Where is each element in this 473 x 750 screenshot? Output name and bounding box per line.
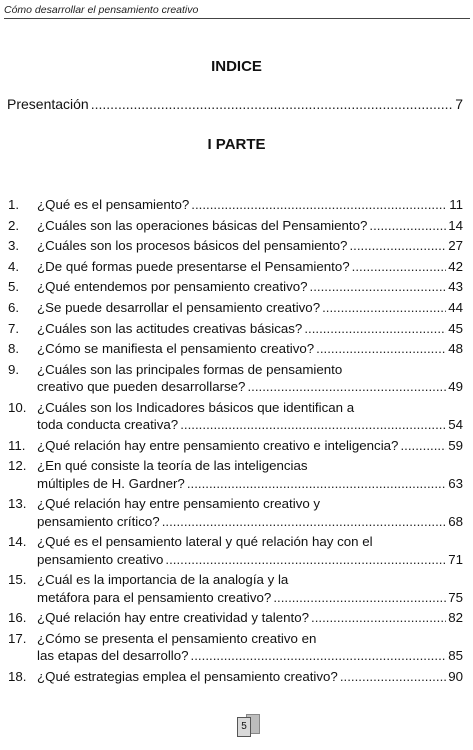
toc-entry[interactable] — [8, 630, 463, 665]
toc-entry[interactable] — [8, 668, 463, 685]
toc-entry-number: 14. — [8, 534, 27, 550]
toc-page-number: 14 — [448, 217, 463, 233]
toc-page-number: 75 — [448, 589, 463, 605]
index-title: INDICE — [211, 58, 262, 75]
toc-leader-dots — [91, 96, 453, 112]
toc-leader-dots — [191, 196, 447, 213]
toc-entry-title-line: ¿Qué estrategias emplea el pensamiento creativo? — [37, 668, 338, 684]
toc-leader-dots — [310, 278, 447, 295]
toc-entry[interactable] — [8, 196, 463, 213]
toc-entry-title-line: ¿Cuáles son las operaciones básicas del Pensamiento? — [37, 217, 368, 233]
toc-page-number: 71 — [448, 551, 463, 567]
toc-entry-title-line: ¿Qué relación hay entre pensamiento creativo y — [37, 496, 321, 512]
toc-entry-number: 15. — [8, 572, 27, 588]
toc-entry-title-line: ¿Cuáles son los Indicadores básicos que identifican a — [37, 399, 355, 415]
toc-entry-number: 3. — [8, 238, 20, 254]
part-title: I PARTE — [207, 136, 266, 153]
toc-page-number: 49 — [448, 379, 463, 395]
toc-entry-title-line: toda conducta creativa? — [37, 417, 179, 433]
toc-entry[interactable] — [8, 340, 463, 357]
toc-entry-number: 16. — [8, 610, 27, 626]
toc-entry-number: 10. — [8, 399, 27, 415]
toc-entry-number: 12. — [8, 458, 27, 474]
toc-entry-title-line: ¿Cuáles son las actitudes creativas básicas? — [37, 320, 303, 336]
toc-leader-dots — [311, 609, 446, 626]
toc-entry-title-line: ¿Cuáles son los procesos básicos del pensamiento? — [37, 238, 348, 254]
toc-entry-title-line: ¿Cómo se manifiesta el pensamiento creativo? — [37, 341, 315, 357]
toc-page-number: 42 — [448, 258, 463, 274]
toc-leader-dots — [165, 551, 446, 568]
toc-entry-title-line: ¿En qué consiste la teoría de las inteligencias — [37, 458, 308, 474]
toc-entry-number: 13. — [8, 496, 27, 512]
toc-entry-title-line: creativo que pueden desarrollarse? — [37, 379, 246, 395]
toc-entry-title-line: ¿De qué formas puede presentarse el Pensamiento? — [37, 258, 350, 274]
toc-entry-label: Presentación — [7, 96, 89, 112]
toc-page-number: 44 — [448, 299, 463, 315]
toc-entry-number: 6. — [8, 299, 20, 315]
toc-entry[interactable] — [8, 495, 463, 530]
toc-entry[interactable] — [8, 237, 463, 254]
toc-entry[interactable] — [8, 399, 463, 434]
toc-entry-title-line: ¿Qué es el pensamiento lateral y qué relación hay con el — [37, 534, 373, 550]
toc-entry-number: 11. — [8, 437, 26, 453]
page-number: 5 — [237, 717, 251, 737]
toc-entry-number: 5. — [8, 279, 20, 295]
toc-entry-number: 1. — [8, 197, 20, 212]
toc-entry-number: 8. — [8, 341, 20, 357]
toc-leader-dots — [180, 416, 446, 433]
toc-entry[interactable] — [8, 258, 463, 275]
toc-entry-number: 7. — [8, 320, 20, 336]
toc-page-number: 59 — [448, 437, 463, 453]
toc-entry[interactable] — [8, 609, 463, 626]
toc-page-number: 54 — [448, 417, 463, 433]
toc-entry-title-line: ¿Se puede desarrollar el pensamiento creativo? — [37, 299, 321, 315]
toc-entry-title-line: ¿Qué entendemos por pensamiento creativo? — [37, 279, 308, 295]
toc-page-number: 48 — [448, 341, 463, 357]
toc-leader-dots — [316, 340, 446, 357]
toc-leader-dots — [340, 668, 446, 685]
toc-entry[interactable] — [8, 533, 463, 568]
toc-leader-dots — [191, 647, 447, 664]
toc-leader-dots — [247, 378, 446, 395]
toc-list — [8, 196, 463, 689]
toc-page-number: 63 — [448, 475, 463, 491]
toc-entry[interactable] — [8, 278, 463, 295]
toc-leader-dots — [352, 258, 447, 275]
toc-leader-dots — [304, 320, 446, 337]
toc-entry-title-line: múltiples de H. Gardner? — [37, 475, 185, 491]
toc-page-number: 27 — [448, 238, 463, 254]
toc-leader-dots — [273, 589, 446, 606]
toc-entry-number: 4. — [8, 258, 20, 274]
toc-entry-title-line: metáfora para el pensamiento creativo? — [37, 589, 272, 605]
toc-entry[interactable] — [8, 437, 463, 454]
toc-leader-dots — [187, 475, 446, 492]
toc-entry[interactable] — [8, 217, 463, 234]
toc-entry[interactable] — [8, 457, 463, 492]
toc-entry-number: 18. — [8, 668, 27, 684]
toc-page-number: 45 — [448, 320, 463, 336]
toc-entry-number: 9. — [8, 361, 20, 377]
toc-leader-dots — [400, 437, 446, 454]
toc-entry-title-line: las etapas del desarrollo? — [37, 648, 189, 664]
toc-entry-title-line: ¿Cuál es la importancia de la analogía y la — [37, 572, 289, 588]
toc-page-number: 68 — [448, 513, 463, 529]
toc-page-number: 85 — [448, 648, 463, 664]
toc-leader-dots — [349, 237, 446, 254]
toc-entry-title-line: pensamiento creativo — [37, 551, 164, 567]
toc-entry-presentacion[interactable] — [7, 96, 463, 112]
toc-entry-title-line: ¿Qué es el pensamiento? — [37, 197, 190, 212]
toc-page-number: 7 — [455, 96, 463, 112]
toc-entry-title-line: ¿Qué relación hay entre pensamiento creativo e inteligencia? — [37, 437, 399, 453]
toc-page-number: 11 — [449, 197, 463, 212]
toc-entry-title-line: ¿Qué relación hay entre creatividad y talento? — [37, 610, 310, 626]
toc-entry[interactable] — [8, 320, 463, 337]
toc-entry-title-line: ¿Cómo se presenta el pensamiento creativo en — [37, 630, 317, 646]
toc-leader-dots — [162, 513, 447, 530]
toc-leader-dots — [369, 217, 446, 234]
toc-entry-title-line: ¿Cuáles son las principales formas de pensamiento — [37, 361, 343, 377]
toc-entry[interactable] — [8, 299, 463, 316]
toc-page-number: 43 — [448, 279, 463, 295]
toc-entry-title-line: pensamiento crítico? — [37, 513, 160, 529]
toc-leader-dots — [322, 299, 446, 316]
toc-page-number: 90 — [448, 668, 463, 684]
running-header: Cómo desarrollar el pensamiento creativo — [4, 4, 470, 19]
toc-entry[interactable] — [8, 361, 463, 396]
toc-entry-number: 17. — [8, 630, 27, 646]
toc-page-number: 82 — [448, 610, 463, 626]
toc-entry-number: 2. — [8, 217, 20, 233]
toc-entry[interactable] — [8, 571, 463, 606]
